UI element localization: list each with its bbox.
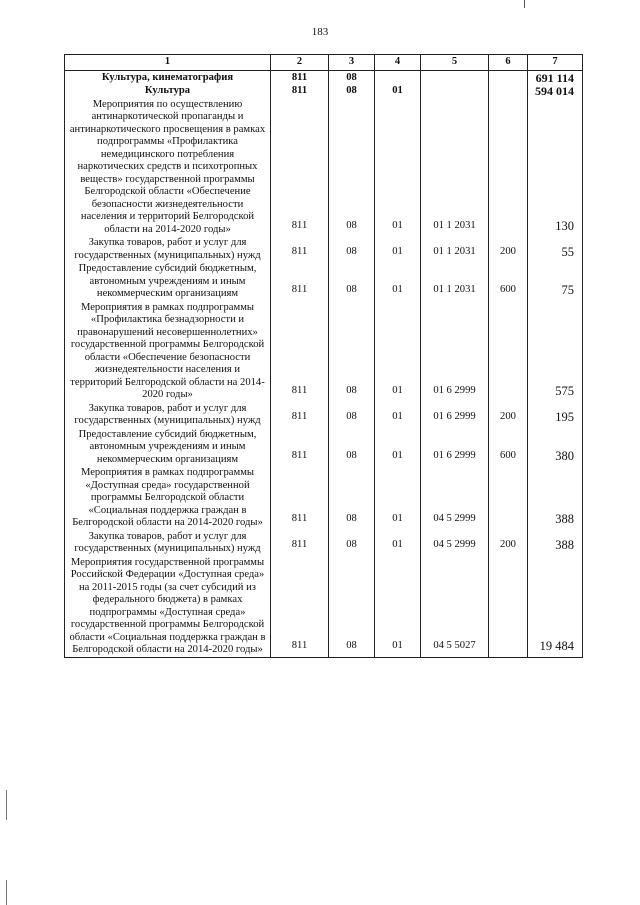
scan-edge-mark [524,0,525,8]
cell-expense-type [489,70,528,84]
column-header: 2 [271,55,329,71]
cell-subsection: 01 [375,236,421,262]
cell-expense-type: 200 [489,402,528,428]
column-header: 3 [329,55,375,71]
table-row [65,530,583,556]
cell-section: 08 [329,236,375,262]
cell-expense-type: 200 [489,530,528,556]
cell-section: 08 [329,402,375,428]
cell-section: 08 [329,84,375,98]
cell-target-article: 01 6 2999 [421,428,489,467]
cell-amount: 691 114 [528,70,583,84]
cell-subsection: 01 [375,84,421,98]
cell-target-article: 01 6 2999 [421,402,489,428]
table-row [65,84,583,98]
cell-expense-type [489,466,528,530]
cell-section: 08 [329,428,375,467]
table-header-row [65,55,583,71]
table-row [65,236,583,262]
cell-expense-type [489,301,528,402]
row-description: Мероприятия в рамках подпрограммы «Профилактика безнадзорности и правонарушений несовершеннолетних» государственной программы Белгородской области «Обеспечение безопасности жизнедеятельности населения и территорий Белгородской области на 2014-2020 годы» [65,301,271,402]
cell-subsection: 01 [375,428,421,467]
cell-amount: 594 014 [528,84,583,98]
cell-amount: 575 [528,301,583,402]
cell-target-article: 04 5 2999 [421,530,489,556]
cell-ministry-code: 811 [271,236,329,262]
row-description: Культура [65,84,271,98]
cell-ministry-code: 811 [271,402,329,428]
table-row [65,428,583,467]
cell-ministry-code: 811 [271,530,329,556]
cell-subsection: 01 [375,466,421,530]
cell-target-article: 04 5 5027 [421,556,489,658]
row-description: Закупка товаров, работ и услуг для государственных (муниципальных) нужд [65,236,271,262]
cell-ministry-code: 811 [271,84,329,98]
cell-subsection: 01 [375,301,421,402]
cell-target-article [421,84,489,98]
cell-ministry-code: 811 [271,428,329,467]
column-header: 4 [375,55,421,71]
cell-expense-type [489,556,528,658]
cell-amount: 55 [528,236,583,262]
cell-subsection: 01 [375,262,421,301]
cell-ministry-code: 811 [271,98,329,237]
cell-target-article: 01 1 2031 [421,262,489,301]
cell-subsection: 01 [375,402,421,428]
cell-ministry-code: 811 [271,301,329,402]
column-header: 5 [421,55,489,71]
cell-section: 08 [329,301,375,402]
column-header: 7 [528,55,583,71]
cell-section: 08 [329,262,375,301]
cell-section: 08 [329,70,375,84]
cell-target-article: 04 5 2999 [421,466,489,530]
cell-target-article [421,70,489,84]
cell-expense-type [489,84,528,98]
table-row [65,556,583,658]
row-description: Мероприятия по осуществлению антинаркотической пропаганды и антинаркотического просвещения в рамках подпрограммы «Профилактика немедицинского потребления наркотических средств и психотропных веществ» государственной программы Белгородской области «Обеспечение безопасности жизнедеятельности населения и территорий Белгородской области на 2014-2020 годы» [65,98,271,237]
cell-target-article: 01 1 2031 [421,236,489,262]
table-row [65,402,583,428]
row-description: Закупка товаров, работ и услуг для государственных (муниципальных) нужд [65,530,271,556]
column-header: 6 [489,55,528,71]
cell-target-article: 01 6 2999 [421,301,489,402]
cell-amount: 388 [528,466,583,530]
cell-ministry-code: 811 [271,70,329,84]
cell-expense-type: 200 [489,236,528,262]
cell-section: 08 [329,556,375,658]
cell-amount: 195 [528,402,583,428]
row-description: Мероприятия в рамках подпрограммы «Доступная среда» государственной программы Белгородской области «Социальная поддержка граждан в Белгородской области на 2014-2020 годы» [65,466,271,530]
row-description: Предоставление субсидий бюджетным, автономным учреждениям и иным некоммерческим организациям [65,428,271,467]
table-row [65,98,583,237]
page-number: 183 [311,26,329,38]
cell-section: 08 [329,98,375,237]
cell-target-article: 01 1 2031 [421,98,489,237]
cell-subsection: 01 [375,98,421,237]
cell-ministry-code: 811 [271,262,329,301]
table-row [65,70,583,84]
row-description: Культура, кинематография [65,70,271,84]
cell-expense-type: 600 [489,262,528,301]
cell-section: 08 [329,466,375,530]
scan-edge-mark [6,880,7,905]
cell-subsection: 01 [375,556,421,658]
cell-amount: 130 [528,98,583,237]
table-row [65,301,583,402]
column-header: 1 [65,55,271,71]
cell-amount: 380 [528,428,583,467]
cell-expense-type [489,98,528,237]
cell-subsection [375,70,421,84]
cell-ministry-code: 811 [271,556,329,658]
cell-ministry-code: 811 [271,466,329,530]
cell-section: 08 [329,530,375,556]
cell-subsection: 01 [375,530,421,556]
scan-edge-mark [6,790,7,820]
row-description: Закупка товаров, работ и услуг для государственных (муниципальных) нужд [65,402,271,428]
cell-amount: 19 484 [528,556,583,658]
table-row [65,466,583,530]
budget-table [64,54,583,658]
table-row [65,262,583,301]
cell-expense-type: 600 [489,428,528,467]
row-description: Предоставление субсидий бюджетным, автономным учреждениям и иным некоммерческим организациям [65,262,271,301]
cell-amount: 75 [528,262,583,301]
cell-amount: 388 [528,530,583,556]
row-description: Мероприятия государственной программы Российской Федерации «Доступная среда» на 2011-2015 годы (за счет субсидий из федерального бюджета) в рамках подпрограммы «Доступная среда» государственной программы Белгородской области «Социальная поддержка граждан в Белгородской области на 2014-2020 годы» [65,556,271,658]
